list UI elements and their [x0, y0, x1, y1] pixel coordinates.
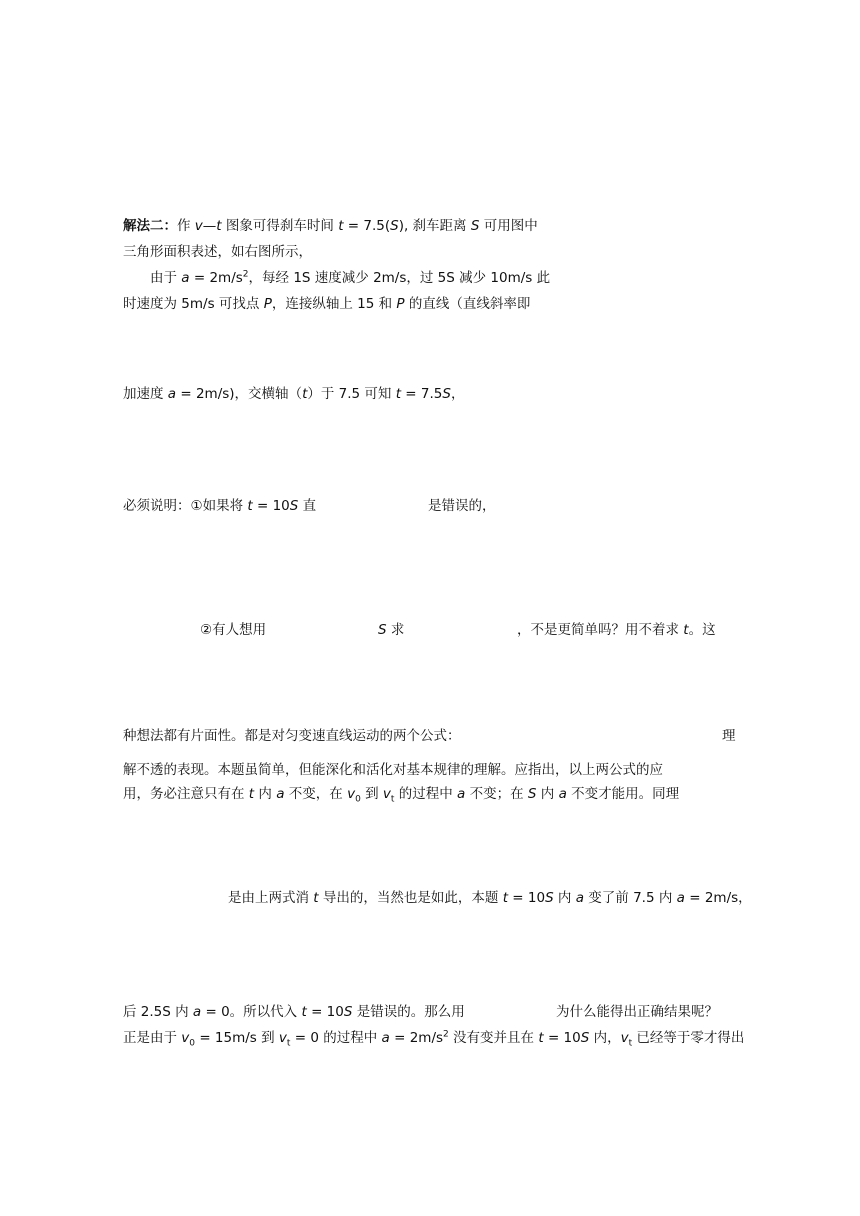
text: 解不透的表现。本题虽简单，但能深化和活化对基本规律的理解。应指出，以上两公式的应: [123, 762, 663, 778]
text: 理: [722, 728, 736, 744]
math-var: a: [276, 786, 285, 802]
text: 是错误的。那么用: [352, 1004, 465, 1020]
math-var: t: [247, 498, 253, 514]
text: = 0 的过程中: [290, 1030, 382, 1046]
subscript: 0: [189, 1038, 196, 1049]
text: = 15m/s 到: [195, 1030, 279, 1046]
math-var: a: [192, 1004, 202, 1020]
text: 正是由于: [123, 1030, 182, 1046]
subscript: t: [628, 1038, 633, 1049]
text: = 10: [252, 498, 290, 514]
paragraph-line-3: [150, 268, 550, 288]
text: 内: [553, 890, 576, 906]
superscript: 2: [242, 269, 249, 280]
math-var: a: [167, 386, 177, 402]
paragraph-line-2: [123, 242, 312, 262]
text: 作: [177, 218, 195, 234]
text: 求: [386, 622, 405, 638]
math-var: S: [470, 218, 480, 234]
text: 种想法都有片面性。都是对匀变速直线运动的两个公式：: [123, 728, 461, 744]
math-var: v: [347, 786, 356, 802]
text: 不变；在: [465, 786, 528, 802]
math-var: v: [620, 1030, 629, 1046]
math-var: P: [396, 296, 405, 312]
math-var: v: [382, 786, 391, 802]
paragraph-line-8b: [722, 726, 736, 746]
text: 内: [254, 786, 277, 802]
paragraph-line-10: [123, 784, 679, 804]
paragraph-line-4: [123, 294, 530, 314]
paragraph-line-9: [123, 760, 663, 780]
math-var: t: [538, 1030, 544, 1046]
text: ，每经 1S 速度减少 2m/s，过 5S 减少 10m/s 此: [248, 270, 551, 286]
math-var: a: [575, 890, 585, 906]
text: —: [202, 218, 217, 234]
note-line-1b: [428, 496, 496, 516]
text: 必须说明：①如果将: [123, 498, 248, 514]
text: 已经等于零才得出: [632, 1030, 745, 1046]
math-var: S: [289, 498, 299, 514]
note-line-1a: [123, 496, 316, 516]
text: 为什么能得出正确结果呢？: [556, 1004, 718, 1020]
subscript: 0: [355, 794, 361, 805]
text: = 2m/s: [189, 270, 243, 286]
math-var: a: [381, 1030, 390, 1046]
note-line-2c: [517, 620, 716, 640]
text: = 10: [507, 890, 546, 906]
paragraph-line-12b: [556, 1002, 718, 1022]
text: 的直线（直线斜率即: [404, 296, 531, 312]
superscript: 2: [443, 1029, 449, 1040]
text: = 7.5: [401, 386, 443, 402]
paragraph-line-1: [123, 216, 538, 236]
text: = 0。所以代入: [201, 1004, 302, 1020]
text: 三角形面积表述，如右图所示，: [123, 244, 312, 260]
text: ）于 7.5 可知: [307, 386, 396, 402]
math-var: t: [683, 622, 689, 638]
text: 直: [298, 498, 317, 514]
subscript: t: [390, 794, 395, 805]
text: 时速度为 5m/s 可找点: [123, 296, 264, 312]
text: 不变，在: [284, 786, 348, 802]
text: 不变才能用。同理: [566, 786, 680, 802]
math-var: a: [181, 270, 190, 286]
text: 是由上两式消: [228, 890, 314, 906]
paragraph-line-12a: [123, 1002, 465, 1022]
text: = 10: [543, 1030, 581, 1046]
math-var: P: [263, 296, 272, 312]
note-line-2a: [200, 620, 266, 640]
text: = 2m/s)，交横轴（: [176, 386, 303, 402]
math-var: t: [301, 1004, 307, 1020]
text: = 10: [306, 1004, 344, 1020]
text: ，: [450, 386, 465, 402]
math-var: S: [343, 1004, 353, 1020]
math-var: S: [527, 786, 537, 802]
math-var: t: [216, 218, 222, 234]
math-var: S: [442, 386, 451, 402]
subscript: t: [286, 1038, 291, 1049]
text: ，连接纵轴上 15 和: [271, 296, 397, 312]
math-var: t: [395, 386, 401, 402]
text: 后 2.5S 内: [123, 1004, 193, 1020]
text: ②有人想用: [200, 622, 267, 638]
text: 加速度: [123, 386, 168, 402]
paragraph-line-8a: [123, 726, 461, 746]
math-var: v: [194, 218, 203, 234]
method-heading: 解法二：: [123, 218, 177, 234]
text: = 7.5(: [343, 218, 391, 234]
text: 没有变并且在: [448, 1030, 539, 1046]
math-var: t: [338, 218, 344, 234]
text: 图象可得刹车时间: [221, 218, 339, 234]
paragraph-line-5: [123, 384, 464, 404]
math-var: t: [302, 386, 308, 402]
text: 的过程中: [394, 786, 458, 802]
math-var: t: [248, 786, 255, 802]
text: 可用图中: [479, 218, 538, 234]
text: = 2m/s: [389, 1030, 444, 1046]
math-var: S: [545, 890, 554, 906]
paragraph-line-11: [228, 888, 752, 908]
text: 是错误的，: [428, 498, 496, 514]
math-var: a: [457, 786, 466, 802]
math-var: t: [502, 890, 508, 906]
math-var: S: [378, 622, 387, 638]
math-var: a: [676, 890, 685, 906]
text: 由于: [150, 270, 182, 286]
math-var: S: [390, 218, 399, 234]
paragraph-line-13: [123, 1028, 744, 1048]
math-var: v: [278, 1030, 287, 1046]
math-var: t: [313, 890, 319, 906]
text: = 2m/s，: [684, 890, 752, 906]
text: ), 刹车距离: [398, 218, 471, 234]
text: 到: [360, 786, 383, 802]
text: 。这: [688, 622, 716, 638]
text: ，不是更简单吗？用不着求: [517, 622, 684, 638]
math-var: S: [580, 1030, 590, 1046]
math-var: v: [181, 1030, 190, 1046]
text: 内，: [589, 1030, 621, 1046]
text: 变了前 7.5 内: [584, 890, 677, 906]
note-line-2b: [378, 620, 404, 640]
text: 用，务必注意只有在: [123, 786, 249, 802]
text: 导出的，当然也是如此，本题: [318, 890, 503, 906]
math-var: a: [558, 786, 567, 802]
text: 内: [536, 786, 559, 802]
